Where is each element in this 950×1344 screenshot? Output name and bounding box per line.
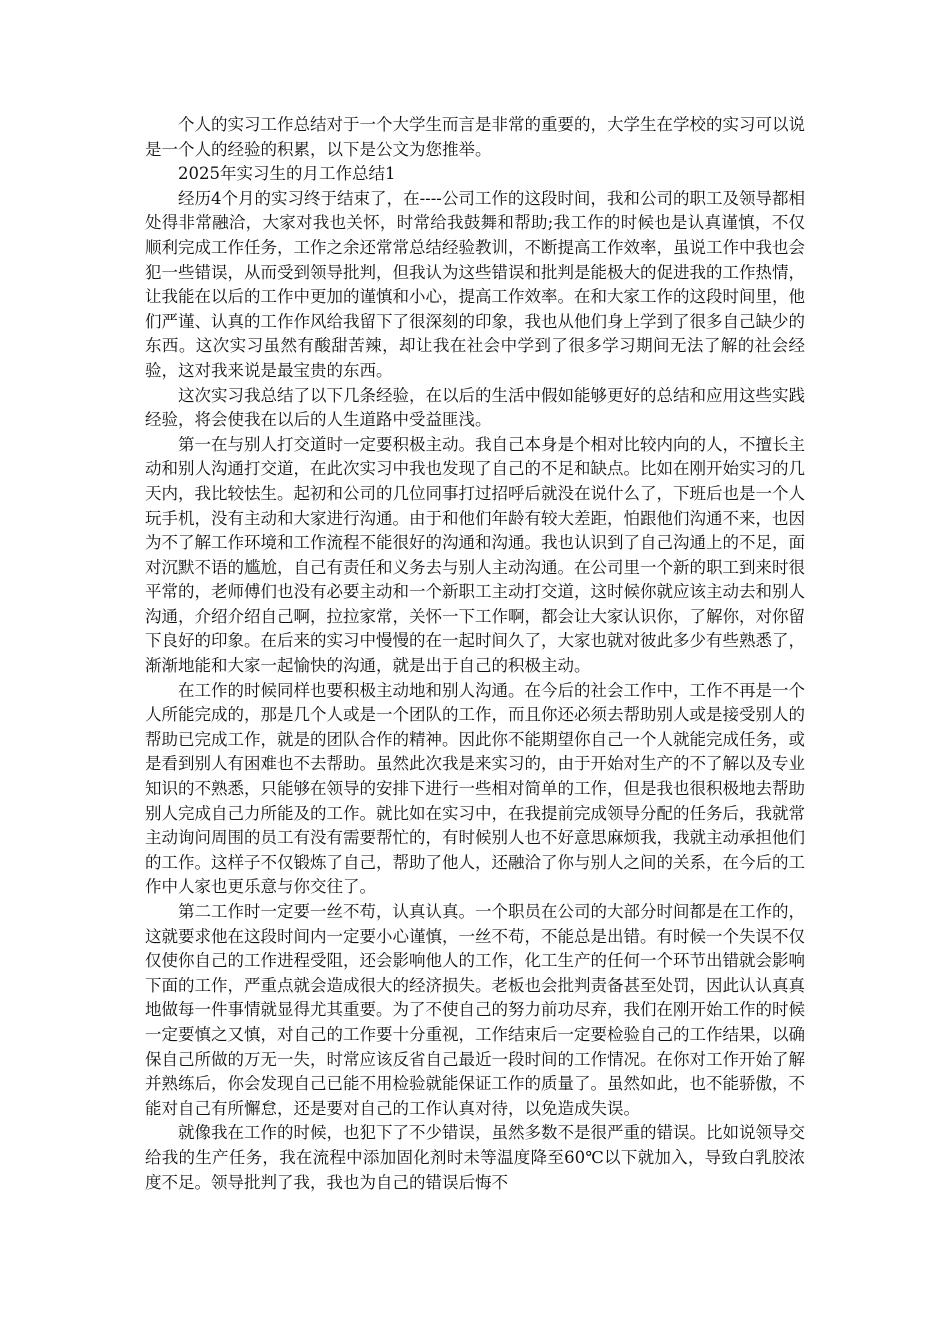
section-heading: 2025年实习生的月工作总结1 — [178, 164, 396, 184]
body-paragraph: 在工作的时候同样也要积极主动地和别人沟通。在今后的社会工作中，工作不再是一个人所能完成的，那是几个人或是一个团队的工作，而且你还必须去帮助别人或是接受别人的帮助已完成工作，就是的团队合作的精神。因此你不能期望你自己一个人就能完成任务，或是看到别人有困难也不去帮助。虽然此次我是来实习的，由于开始对生产的不了解以及专业知识的不熟悉，只能够在领导的安排下进行一些相对简单的工作，但是我也很积极地去帮助别人完成自己力所能及的工作。就比如在实习中，在我提前完成领导分配的任务后，我就常主动询问周围的员工有没有需要帮忙的，有时候别人也不好意思麻烦我，我就主动承担他们的工作。这样子不仅锻炼了自己，帮助了他人，还融洽了你与别人之间的关系，在今后的工作中人家也更乐意与你交往了。 — [145, 680, 805, 897]
body-paragraph: 经历4个月的实习终于结束了，在----公司工作的这段时间，我和公司的职工及领导都相处得非常融洽，大家对我也关怀，时常给我鼓舞和帮助;我工作的时候也是认真谨慎，不仅顺利完成工作任务，工作之余还常常总结经验教训，不断提高工作效率，虽说工作中我也会犯一些错误，从而受到领导批判，但我认为这些错误和批判是能极大的促进我的工作热情，让我能在以后的工作中更加的谨慎和小心，提高工作效率。在和大家工作的这段时间里，他们严谨、认真的工作作风给我留下了很深刻的印象，我也从他们身上学到了很多自己缺少的东西。这次实习虽然有酸甜苦辣，却让我在社会中学到了很多学习期间无法了解的社会经验，这对我来说是最宝贵的东西。 — [145, 188, 805, 380]
body-paragraph: 就像我在工作的时候，也犯下了不少错误，虽然多数不是很严重的错误。比如说领导交给我的生产任务，我在流程中添加固化剂时未等温度降至60℃以下就加入，导致白乳胶浓度不足。领导批判了我，我也为自己的错误后悔不 — [145, 1123, 805, 1192]
document-body — [145, 113, 805, 1195]
body-paragraph: 第一在与别人打交道时一定要积极主动。我自己本身是个相对比较内向的人，不擅长主动和别人沟通打交道，在此次实习中我也发现了自己的不足和缺点。比如在刚开始实习的几天内，我比较怯生。起初和公司的几位同事打过招呼后就没在说什么了，下班后也是一个人玩手机，没有主动和大家进行沟通。由于和他们年龄有较大差距，怕跟他们沟通不来，也因为不了解工作环境和工作流程不能很好的沟通和沟通。我也认识到了自己沟通上的不足，面对沉默不语的尴尬，自己有责任和义务去与别人主动沟通。在公司里一个新的职工到来时很平常的，老师傅们也没有必要主动和一个新职工主动打交道，这时候你就应该主动去和别人沟通，介绍介绍自己啊，拉拉家常，关怀一下工作啊，都会让大家认识你，了解你，对你留下良好的印象。在后来的实习中慢慢的在一起时间久了，大家也就对彼此多少有些熟悉了，渐渐地能和大家一起愉快的沟通，就是出于自己的积极主动。 — [145, 434, 805, 676]
intro-paragraph: 个人的实习工作总结对于一个大学生而言是非常的重要的，大学生在学校的实习可以说是一个人的经验的积累，以下是公文为您推举。 — [145, 115, 805, 159]
body-paragraph: 这次实习我总结了以下几条经验，在以后的生活中假如能够更好的总结和应用这些实践经验，将会使我在以后的人生道路中受益匪浅。 — [145, 385, 805, 430]
body-paragraph: 第二工作时一定要一丝不苟，认真认真。一个职员在公司的大部分时间都是在工作的，这就要求他在这段时间内一定要小心谨慎，一丝不苟，不能总是出错。有时候一个失误不仅仅使你自己的工作进程受阻，还会影响他人的工作，化工生产的任何一个环节出错就会影响下面的工作，严重点就会造成很大的经济损失。老板也会批判责备甚至处罚，因此认认真真地做每一件事情就显得尤其重要。为了不使自己的努力前功尽弃，我们在刚开始工作的时候一定要慎之又慎，对自己的工作要十分重视，工作结束后一定要检验自己的工作结果，以确保自己所做的万无一失，时常应该反省自己最近一段时间的工作情况。在你对工作开始了解并熟练后，你会发现自己已能不用检验就能保证工作的质量了。虽然如此，也不能骄傲，不能对自己有所懈怠，还是要对自己的工作认真对待，以免造成失误。 — [145, 902, 805, 1118]
